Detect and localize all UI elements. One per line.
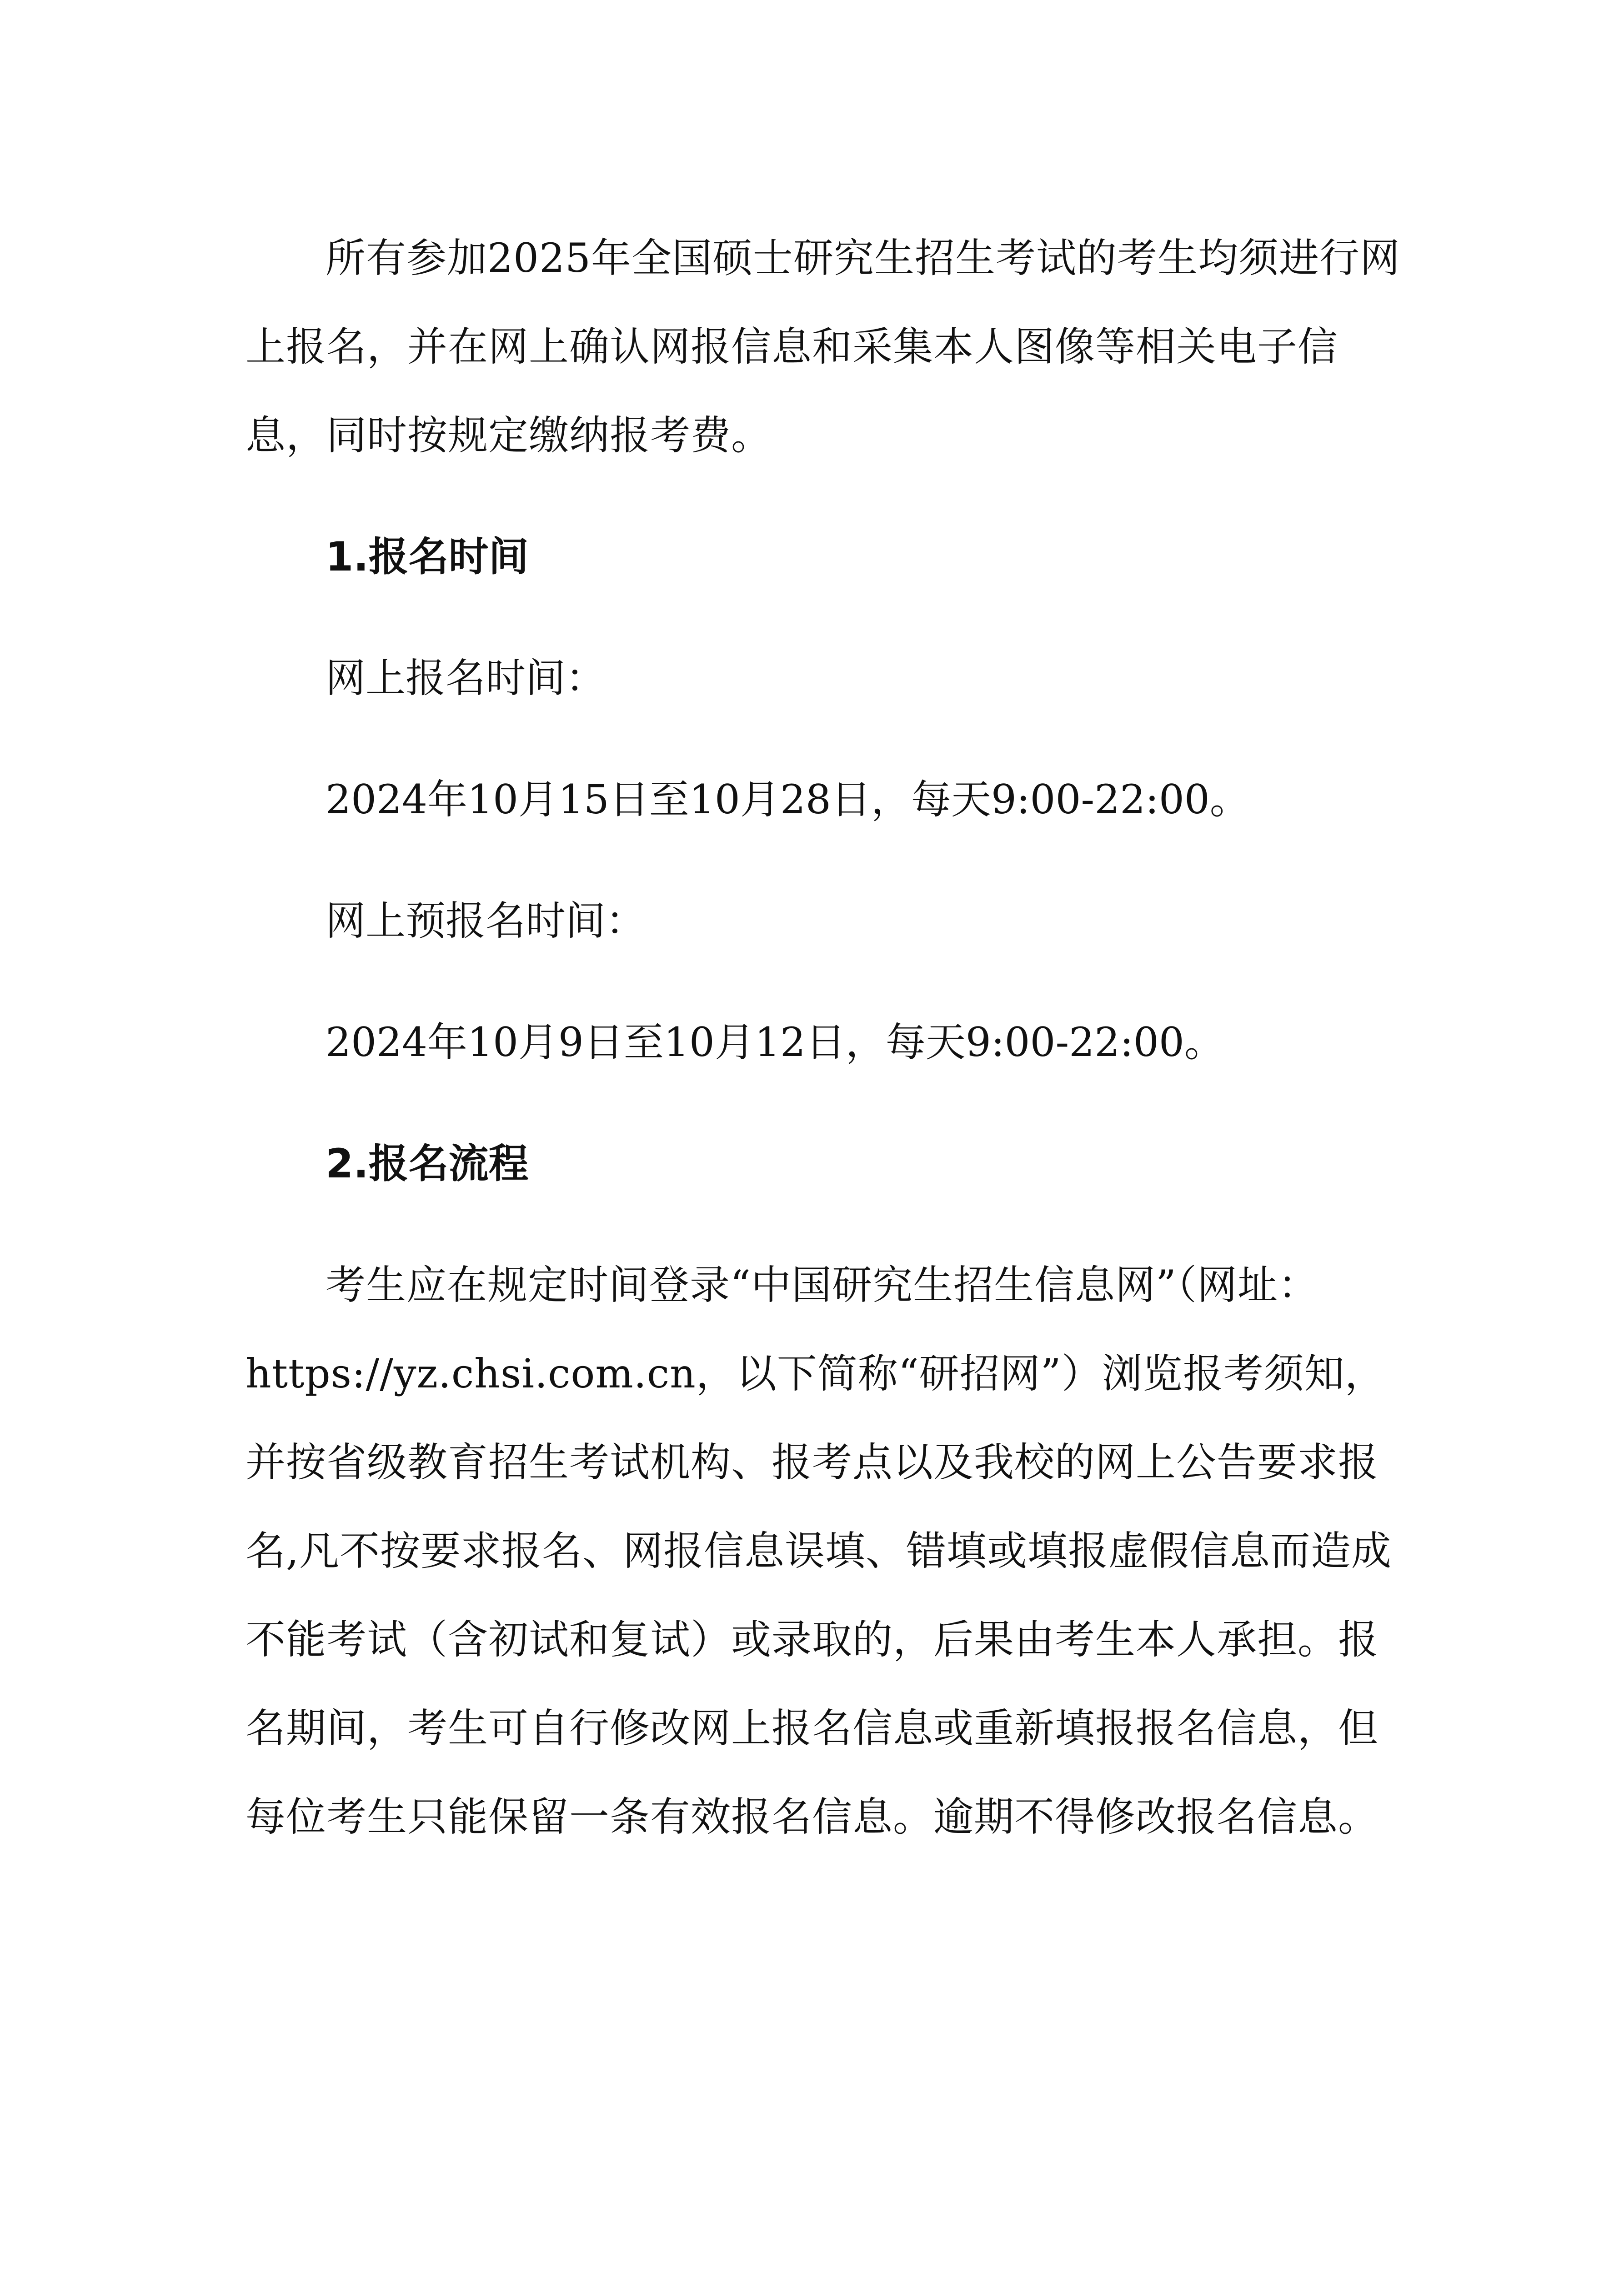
section-heading-registration-process: 2.报名流程 xyxy=(326,1140,529,1187)
process-paragraph: 考生应在规定时间登录“中国研究生招生信息网”（网址：https://yz.chsi.com.cn，以下简称“研招网”）浏览报考须知，并按省级教育招生考试机构、报考点以及我校的网上公告要求报名,凡不按要求报名、网报信息误填、错填或填报虚假信息而造成不能考试（含初试和复试）或录取的，后果由考生本人承担。报名期间，考生可自行修改网上报名信息或重新填报报名信息，但每位考生只能保留一条有效报名信息。逾期不得修改报名信息。 xyxy=(246,1262,1392,1840)
intro-paragraph: 所有参加2025年全国硕士研究生招生考试的考生均须进行网上报名，并在网上确认网报信息和采集本人图像等相关电子信息，同时按规定缴纳报考费。 xyxy=(246,235,1400,459)
document-body xyxy=(246,214,1400,1861)
spacer xyxy=(246,844,1400,876)
online-registration-label: 网上报名时间： xyxy=(326,655,606,701)
section-heading-registration-time: 1.报名时间 xyxy=(326,533,529,580)
spacer xyxy=(246,1086,1400,1119)
spacer xyxy=(246,1208,1400,1241)
spacer xyxy=(246,965,1400,998)
spacer xyxy=(246,722,1400,755)
pre-registration-label: 网上预报名时间： xyxy=(326,897,646,944)
spacer xyxy=(246,601,1400,634)
pre-registration-time: 2024年10月9日至10月12日，每天9:00-22:00。 xyxy=(326,1019,1224,1066)
spacer xyxy=(246,480,1400,512)
online-registration-time: 2024年10月15日至10月28日，每天9:00-22:00。 xyxy=(326,776,1250,823)
